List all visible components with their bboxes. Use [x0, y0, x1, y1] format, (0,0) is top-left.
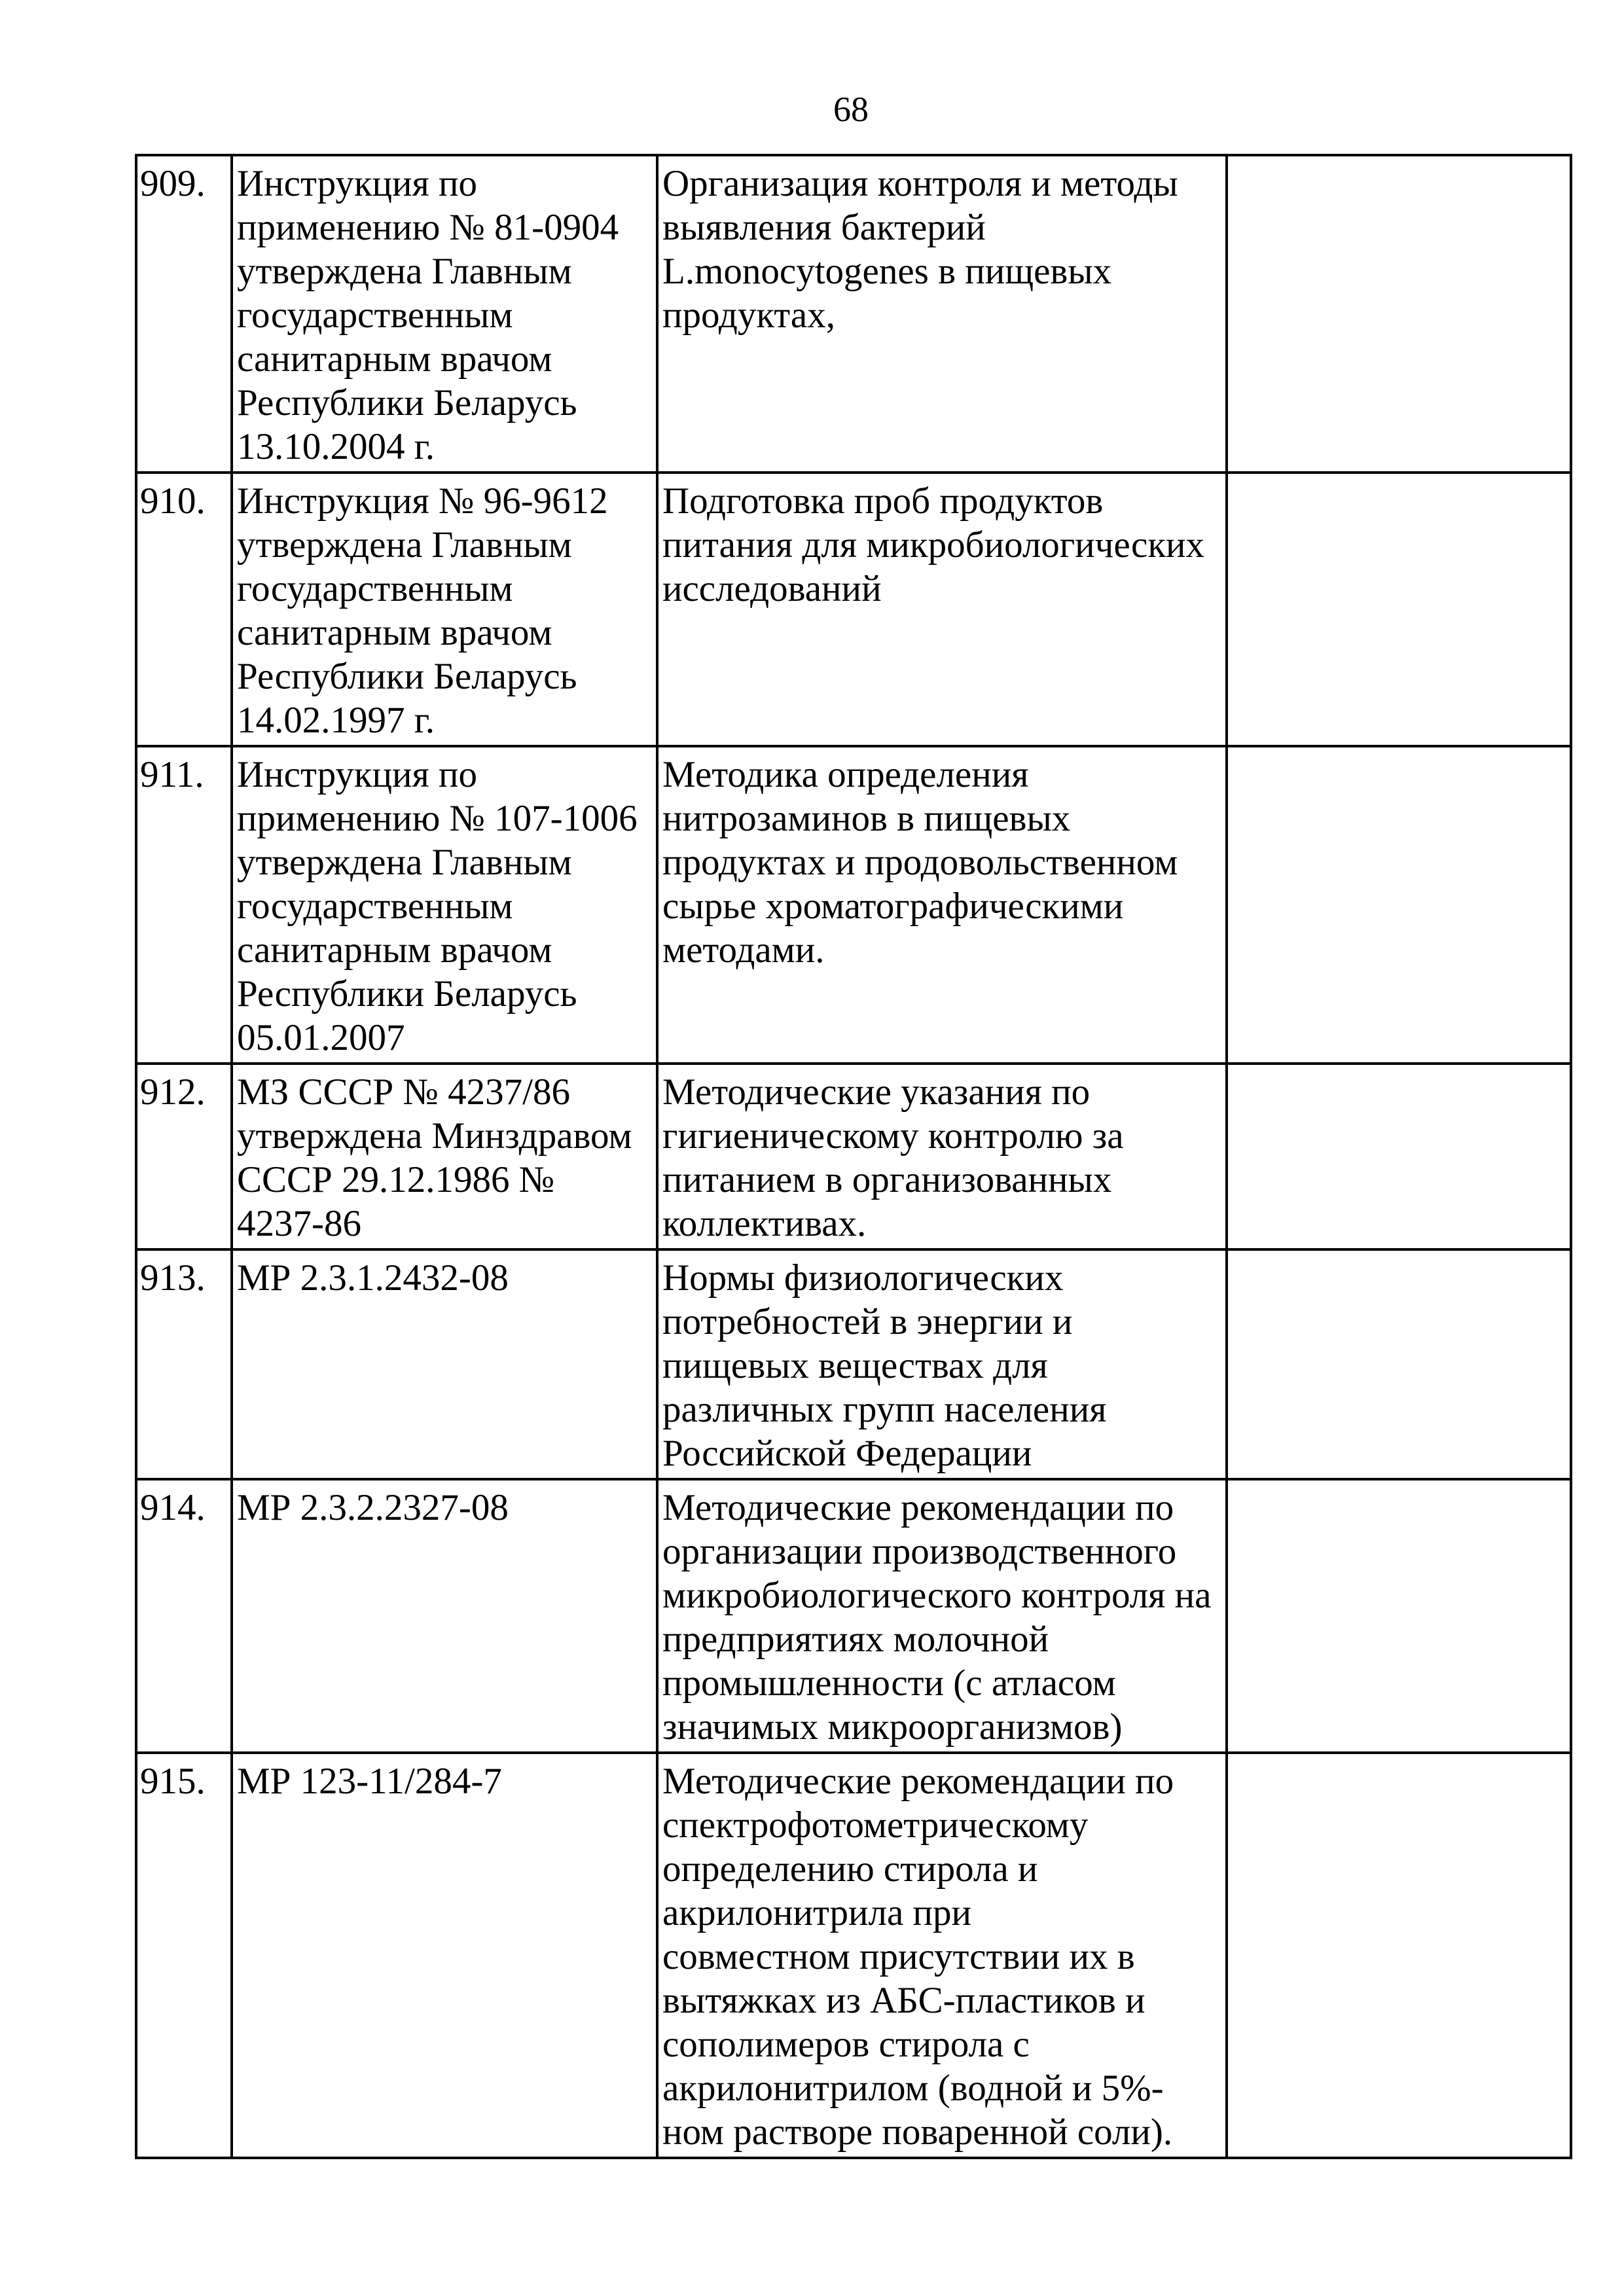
document-reference-cell-text: Инструкция по применению № 107-1006 утверждена Главным государственным санитарным врачом Республики Беларусь 05.01.2007: [237, 754, 638, 1058]
document-description-cell-text: Методика определения нитрозаминов в пищевых продуктах и продовольственном сырье хроматографическими методами.: [662, 754, 1178, 971]
document-description-cell: [657, 746, 1227, 1064]
row-number-cell-text: 911.: [140, 754, 204, 795]
row-number-cell-text: 915.: [140, 1761, 206, 1802]
row-number-cell: [136, 155, 232, 473]
documents-table: [135, 154, 1572, 2159]
row-number-cell: [136, 1249, 232, 1479]
document-reference-cell: [232, 1479, 657, 1753]
document-description-cell-text: Организация контроля и методы выявления бактерий L.monocytogenes в пищевых продуктах,: [662, 163, 1178, 336]
document-description-cell: [657, 473, 1227, 746]
document-description-cell: [657, 155, 1227, 473]
table-row: [136, 1249, 1571, 1479]
document-description-cell: [657, 1064, 1227, 1249]
empty-cell: [1227, 473, 1571, 746]
document-reference-cell-text: Инструкция по применению № 81-0904 утверждена Главным государственным санитарным врачом Республики Беларусь 13.10.2004 г.: [237, 163, 619, 467]
empty-cell: [1227, 155, 1571, 473]
document-description-cell: [657, 1753, 1227, 2158]
row-number-cell-text: 910.: [140, 480, 206, 522]
table-row: [136, 1753, 1571, 2158]
row-number-cell-text: 914.: [140, 1487, 206, 1528]
document-reference-cell: [232, 746, 657, 1064]
document-reference-cell: [232, 1249, 657, 1479]
row-number-cell-text: 912.: [140, 1071, 206, 1113]
table-row: [136, 473, 1571, 746]
row-number-cell: [136, 746, 232, 1064]
empty-cell: [1227, 1479, 1571, 1753]
document-description-cell-text: Подготовка проб продуктов питания для микробиологических исследований: [662, 480, 1205, 609]
empty-cell: [1227, 1249, 1571, 1479]
document-reference-cell-text: МР 123-11/284-7: [237, 1761, 502, 1802]
row-number-cell-text: 913.: [140, 1257, 206, 1299]
empty-cell: [1227, 1064, 1571, 1249]
document-description-cell-text: Методические рекомендации по организации производственного микробиологического контроля на предприятиях молочной промышленности (с атласом значимых микроорганизмов): [662, 1487, 1212, 1748]
empty-cell: [1227, 1753, 1571, 2158]
row-number-cell: [136, 1064, 232, 1249]
document-reference-cell-text: МЗ СССР № 4237/86 утверждена Минздравом СССР 29.12.1986 № 4237-86: [237, 1071, 632, 1244]
document-description-cell: [657, 1479, 1227, 1753]
document-description-cell-text: Методические рекомендации по спектрофотометрическому определению стирола и акрилонитрила при совместном присутствии их в вытяжках из АБС-пластиков и сополимеров стирола с акрилонитрилом (водной и 5%- ном растворе поваренной соли).: [662, 1761, 1174, 2153]
document-reference-cell-text: Инструкция № 96-9612 утверждена Главным государственным санитарным врачом Республики Беларусь 14.02.1997 г.: [237, 480, 608, 741]
document-reference-cell: [232, 473, 657, 746]
row-number-cell: [136, 473, 232, 746]
row-number-cell: [136, 1753, 232, 2158]
row-number-cell: [136, 1479, 232, 1753]
document-description-cell-text: Методические указания по гигиеническому контролю за питанием в организованных коллективах.: [662, 1071, 1124, 1244]
document-reference-cell-text: МР 2.3.2.2327-08: [237, 1487, 509, 1528]
document-reference-cell: [232, 1064, 657, 1249]
empty-cell: [1227, 746, 1571, 1064]
table-row: [136, 1064, 1571, 1249]
document-description-cell-text: Нормы физиологических потребностей в энергии и пищевых веществах для различных групп населения Российской Федерации: [662, 1257, 1107, 1474]
document-description-cell: [657, 1249, 1227, 1479]
row-number-cell-text: 909.: [140, 163, 206, 204]
table-row: [136, 1479, 1571, 1753]
table-row: [136, 746, 1571, 1064]
document-reference-cell-text: МР 2.3.1.2432-08: [237, 1257, 509, 1299]
document-reference-cell: [232, 155, 657, 473]
document-reference-cell: [232, 1753, 657, 2158]
documents-table-body: [136, 155, 1571, 2158]
table-row: [136, 155, 1571, 473]
page-number: 68: [833, 90, 869, 129]
